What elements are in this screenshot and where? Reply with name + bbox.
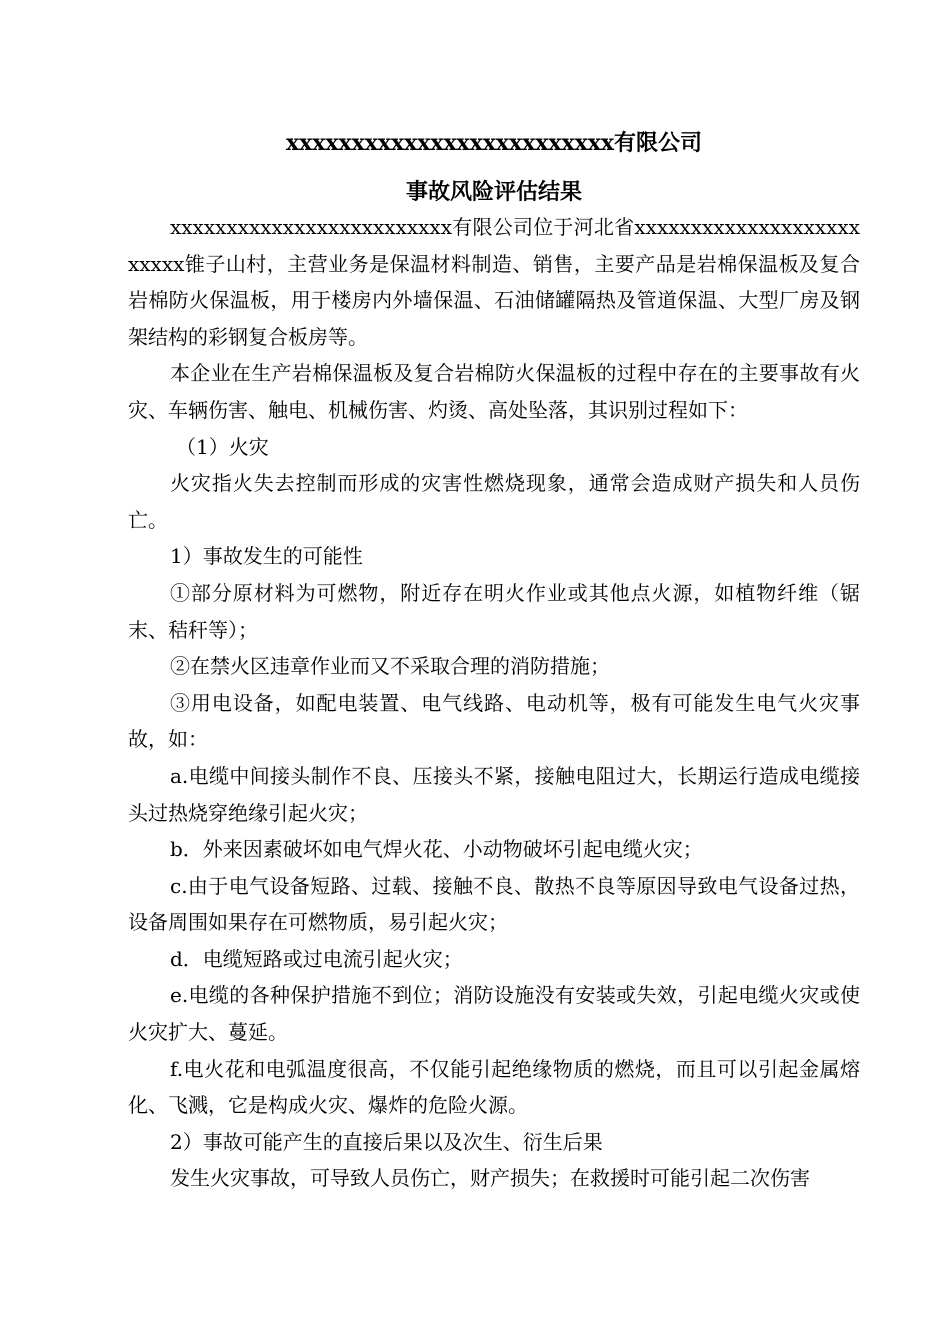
electric-item-f: f.电火花和电弧温度很高，不仅能引起绝缘物质的燃烧，而且可以引起金属熔化、飞溅，它是构成火灾、爆炸的危险火源。 <box>128 1056 860 1118</box>
fire-section-heading: （1）火灾 <box>176 434 269 459</box>
consequence-paragraph: 发生火灾事故，可导致人员伤亡，财产损失；在救援时可能引起二次伤害 <box>170 1166 810 1191</box>
company-title: xxxxxxxxxxxxxxxxxxxxxxxxx有限公司 <box>286 130 702 156</box>
electric-item-b: b．外来因素破坏如电气焊火花、小动物破坏引起电缆火灾； <box>170 837 703 862</box>
report-title: 事故风险评估结果 <box>405 179 582 205</box>
electric-item-e: e.电缆的各种保护措施不到位；消防设施没有安装或失效，引起电缆火灾或使火灾扩大、蔓延。 <box>128 983 860 1045</box>
consequence-heading: 2）事故可能产生的直接后果以及次生、衍生后果 <box>170 1129 603 1154</box>
electric-item-a: a.电缆中间接头制作不良、压接头不紧，接触电阻过大，长期运行造成电缆接头过热烧穿绝缘引起火灾； <box>128 763 860 825</box>
cause-item-1: ①部分原材料为可燃物，附近存在明火作业或其他点火源，如植物纤维（锯末、秸秆等）； <box>128 580 860 642</box>
intro-paragraph: xxxxxxxxxxxxxxxxxxxxxxxxx有限公司位于河北省xxxxxxxxxxxxxxxxxxxxxxxxx锥子山村，主营业务是保温材料制造、销售，主要产品是岩棉保温板及复合岩棉防火保温板，用于楼房内外墙保温、石油储罐隔热及管道保温、大型厂房及钢架结构的彩钢复合板房等。 <box>128 215 860 349</box>
cause-item-2: ②在禁火区违章作业而又不采取合理的消防措施； <box>170 654 610 679</box>
possibility-heading: 1）事故发生的可能性 <box>170 544 363 569</box>
document-page <box>128 128 860 1197</box>
electric-item-d: d．电缆短路或过电流引起火灾； <box>170 946 463 971</box>
fire-definition-paragraph: 火灾指火失去控制而形成的灾害性燃烧现象，通常会造成财产损失和人员伤亡。 <box>128 471 860 532</box>
cause-item-3: ③用电设备，如配电装置、电气线路、电动机等，极有可能发生电气火灾事故，如： <box>128 690 860 752</box>
electric-item-c: c.由于电气设备短路、过载、接触不良、散热不良等原因导致电气设备过热，设备周围如果存在可燃物质，易引起火灾； <box>128 873 860 935</box>
accident-summary-paragraph: 本企业在生产岩棉保温板及复合岩棉防火保温板的过程中存在的主要事故有火灾、车辆伤害、触电、机械伤害、灼烫、高处坠落，其识别过程如下： <box>128 361 860 422</box>
